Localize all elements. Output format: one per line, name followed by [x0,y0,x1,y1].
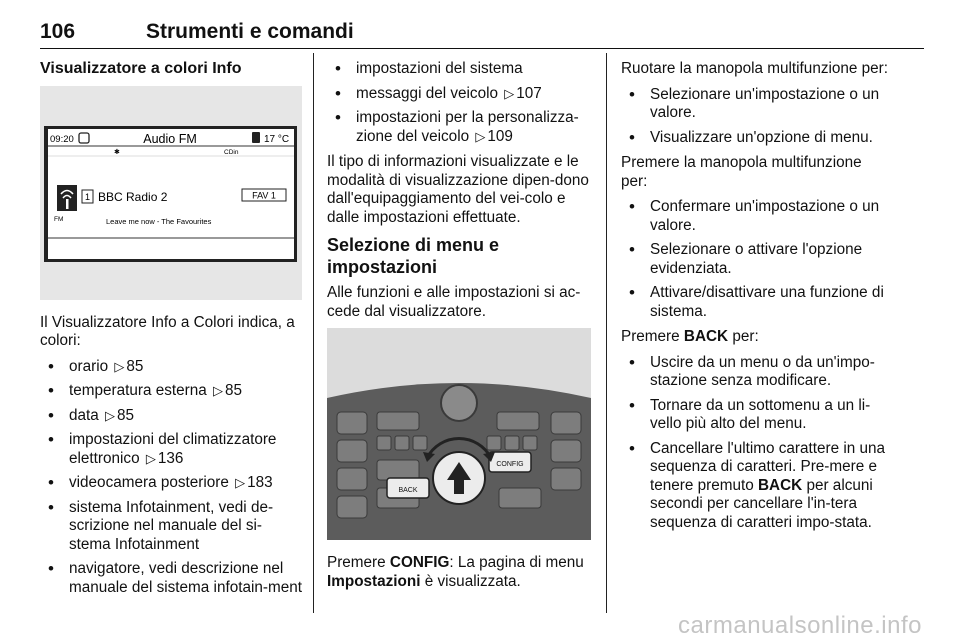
screen-cdin: CDin [224,148,239,156]
watermark: carmanualsonline.info [678,612,922,639]
body-paragraph: Ruotare la manopola multifunzione per: [621,60,889,77]
press-list [621,198,889,321]
list-item: • Selezionare o attivare l'opzione evidenziata. [621,241,889,278]
column-left [40,60,302,604]
list-item: • temperatura esterna ▷ 85 [40,382,302,401]
list-item: • sistema Infotainment, vedi de-scrizione nel manuale del si-stema Infotainment [40,499,302,555]
display-items-list-cont [327,60,593,146]
list-item: • impostazioni per la personalizza-zione del veicolo ▷ 109 [327,109,593,146]
body-paragraph: Premere CONFIG: La pagina di menu Impostazioni è visualizzata. [327,554,584,590]
list-item: • data ▷ 85 [40,407,302,426]
control-panel-figure [327,328,591,540]
phone-icon [252,132,260,143]
intro-text: Il Visualizzatore Info a Colori indica, a colori: [40,313,295,349]
body-paragraph: Premere la manopola multifunzione per: [621,154,862,190]
screen-station: BBC Radio 2 [98,189,168,204]
page-header [40,14,924,49]
screen-track: Leave me now - The Favourites [106,216,212,226]
list-item: • messaggi del veicolo ▷ 107 [327,85,593,104]
bluetooth-icon: ✱ [114,147,120,156]
back-label: BACK [398,487,418,494]
body-paragraph: Alle funzioni e alle impostazioni si ac-cede dal visualizzatore. [327,284,581,320]
list-item: • Confermare un'impostazione o un valore. [621,198,889,235]
screen-time: 09:20 [50,133,74,145]
column-right [621,60,889,539]
column-middle [327,60,593,598]
body-paragraph: Premere BACK per: [621,328,759,345]
rotate-list [621,86,889,148]
section-title: Visualizzatore a colori Info [40,60,242,77]
list-item: • impostazioni del sistema [327,60,593,79]
list-item: • Uscire da un menu o da un'impo-stazione senza modificare. [621,354,889,391]
volume-knob-icon [441,385,477,421]
screen-band: FM [54,215,64,223]
display-items-list [40,358,302,598]
column-divider [313,53,314,613]
column-divider [606,53,607,613]
screen-preset: 1 [84,191,91,202]
info-display-figure [40,86,302,300]
list-item: • Tornare da un sottomenu a un li-vello più alto del menu. [621,397,889,434]
list-item: • impostazioni del climatizzatore elettronico ▷ 136 [40,431,302,468]
config-label: CONFIG [496,461,524,468]
screen-fav: FAV 1 [252,190,276,200]
list-item: • Selezionare un'impostazione o un valore. [621,86,889,123]
list-item: • Visualizzare un'opzione di menu. [621,129,889,148]
page-title: Strumenti e comandi [146,20,354,43]
list-item: • Attivare/disattivare una funzione di sistema. [621,284,889,321]
subsection-title: Selezione di menu e impostazioni [327,235,500,277]
screen-source: Audio FM [143,131,197,146]
screen-temp: 17 °C [264,133,290,145]
list-item: • Cancellare l'ultimo carattere in una sequenza di caratteri. Pre-mere e tenere premuto BACK per alcuni secondi per cancellare l'in-tera sequenza di caratteri impo-stata. [621,440,889,533]
list-item: • orario ▷ 85 [40,358,302,377]
antenna-icon [57,185,77,211]
list-item: • navigatore, vedi descrizione nel manuale del sistema infotain-ment [40,560,302,597]
list-item: • videocamera posteriore ▷ 183 [40,474,302,493]
back-list [621,354,889,533]
body-paragraph: Il tipo di informazioni visualizzate e le modalità di visualizzazione dipen-dono dall'equipaggiamento del vei-colo e dalle impostazioni effettuate. [327,153,589,226]
page-number: 106 [40,20,76,43]
